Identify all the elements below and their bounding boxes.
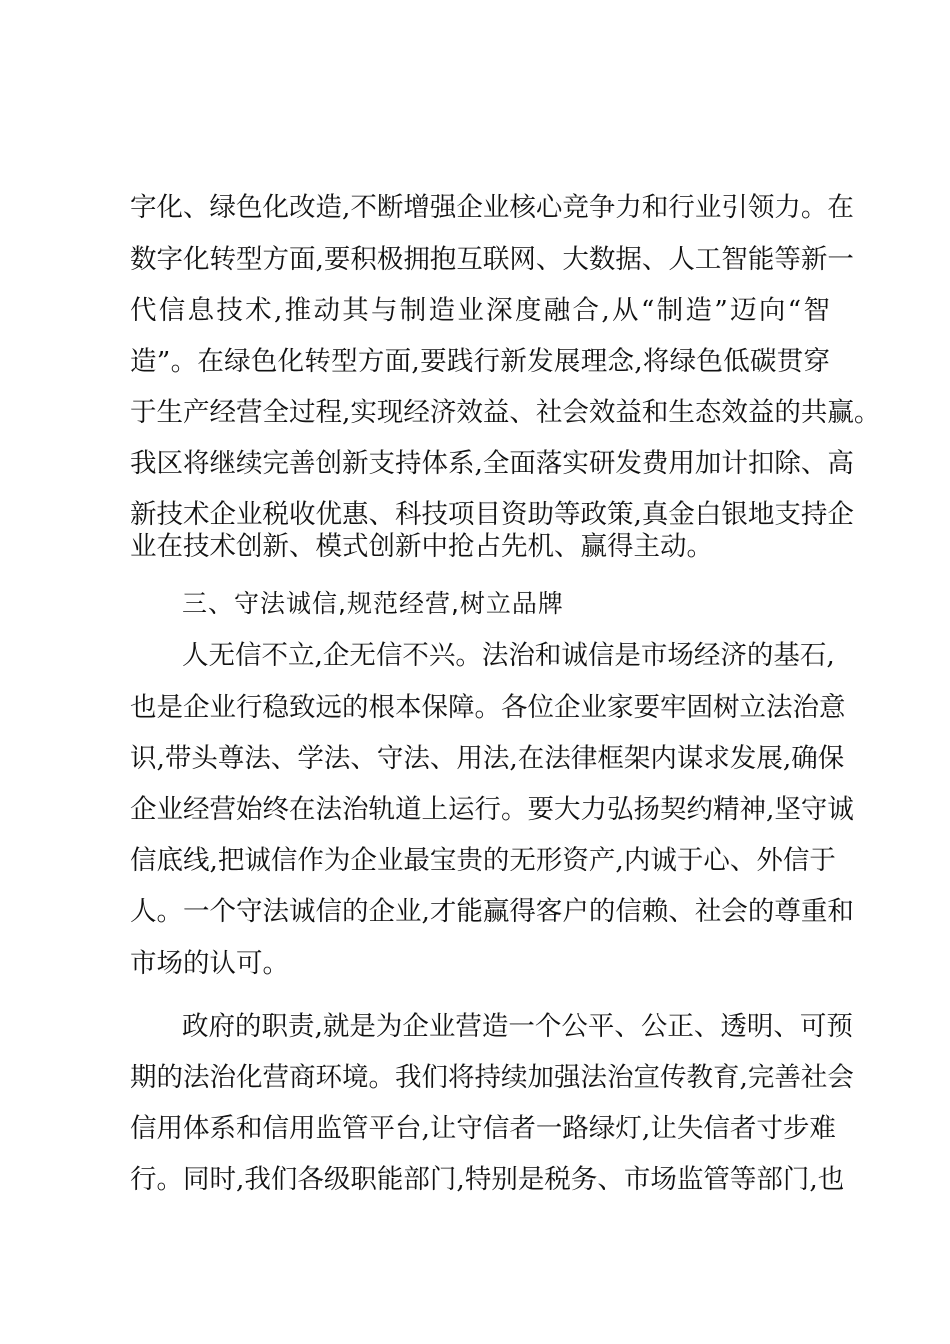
- paragraph-line: 信底线,把诚信作为企业最宝贵的无形资产,内诚于心、外信于: [130, 845, 836, 876]
- paragraph-line: 人。一个守法诚信的企业,才能赢得客户的信赖、社会的尊重和: [130, 896, 854, 927]
- paragraph-line: 于生产经营全过程,实现经济效益、社会效益和生态效益的共赢。: [130, 397, 881, 428]
- paragraph-line: 行。同时,我们各级职能部门,特别是税务、市场监管等部门,也: [130, 1164, 845, 1195]
- paragraph-line: 信用体系和信用监管平台,让守信者一路绿灯,让失信者寸步难: [130, 1113, 836, 1144]
- paragraph-line: 政府的职责,就是为企业营造一个公平、公正、透明、可预: [182, 1011, 853, 1042]
- paragraph-line: 识,带头尊法、学法、守法、用法,在法律框架内谋求发展,确保: [130, 743, 845, 774]
- paragraph-line: 我区将继续完善创新支持体系,全面落实研发费用加计扣除、高: [130, 448, 854, 479]
- paragraph-line: 新技术企业税收优惠、科技项目资助等政策,真金白银地支持企: [130, 499, 854, 530]
- paragraph-line: 字化、绿色化改造,不断增强企业核心竞争力和行业引领力。在: [130, 192, 854, 223]
- paragraph-line: 人无信不立,企无信不兴。法治和诚信是市场经济的基石,: [182, 640, 835, 671]
- paragraph-line: 市场的认可。: [130, 948, 289, 979]
- paragraph-line: 业在技术创新、模式创新中抢占先机、赢得主动。: [130, 531, 713, 562]
- paragraph-line: 也是企业行稳致远的根本保障。各位企业家要牢固树立法治意: [130, 692, 846, 723]
- paragraph-line: 数字化转型方面,要积极拥抱互联网、大数据、人工智能等新一: [130, 244, 854, 275]
- paragraph-line: 造”。在绿色化转型方面,要践行新发展理念,将绿色低碳贯穿: [130, 346, 830, 377]
- paragraph-line: 代信息技术,推动其与制造业深度融合,从“制造”迈向“智: [130, 295, 830, 326]
- paragraph-line: 期的法治化营商环境。我们将持续加强法治宣传教育,完善社会: [130, 1062, 854, 1093]
- section-heading: 三、守法诚信,规范经营,树立品牌: [182, 589, 564, 618]
- paragraph-line: 企业经营始终在法治轨道上运行。要大力弘扬契约精神,坚守诚: [130, 794, 854, 825]
